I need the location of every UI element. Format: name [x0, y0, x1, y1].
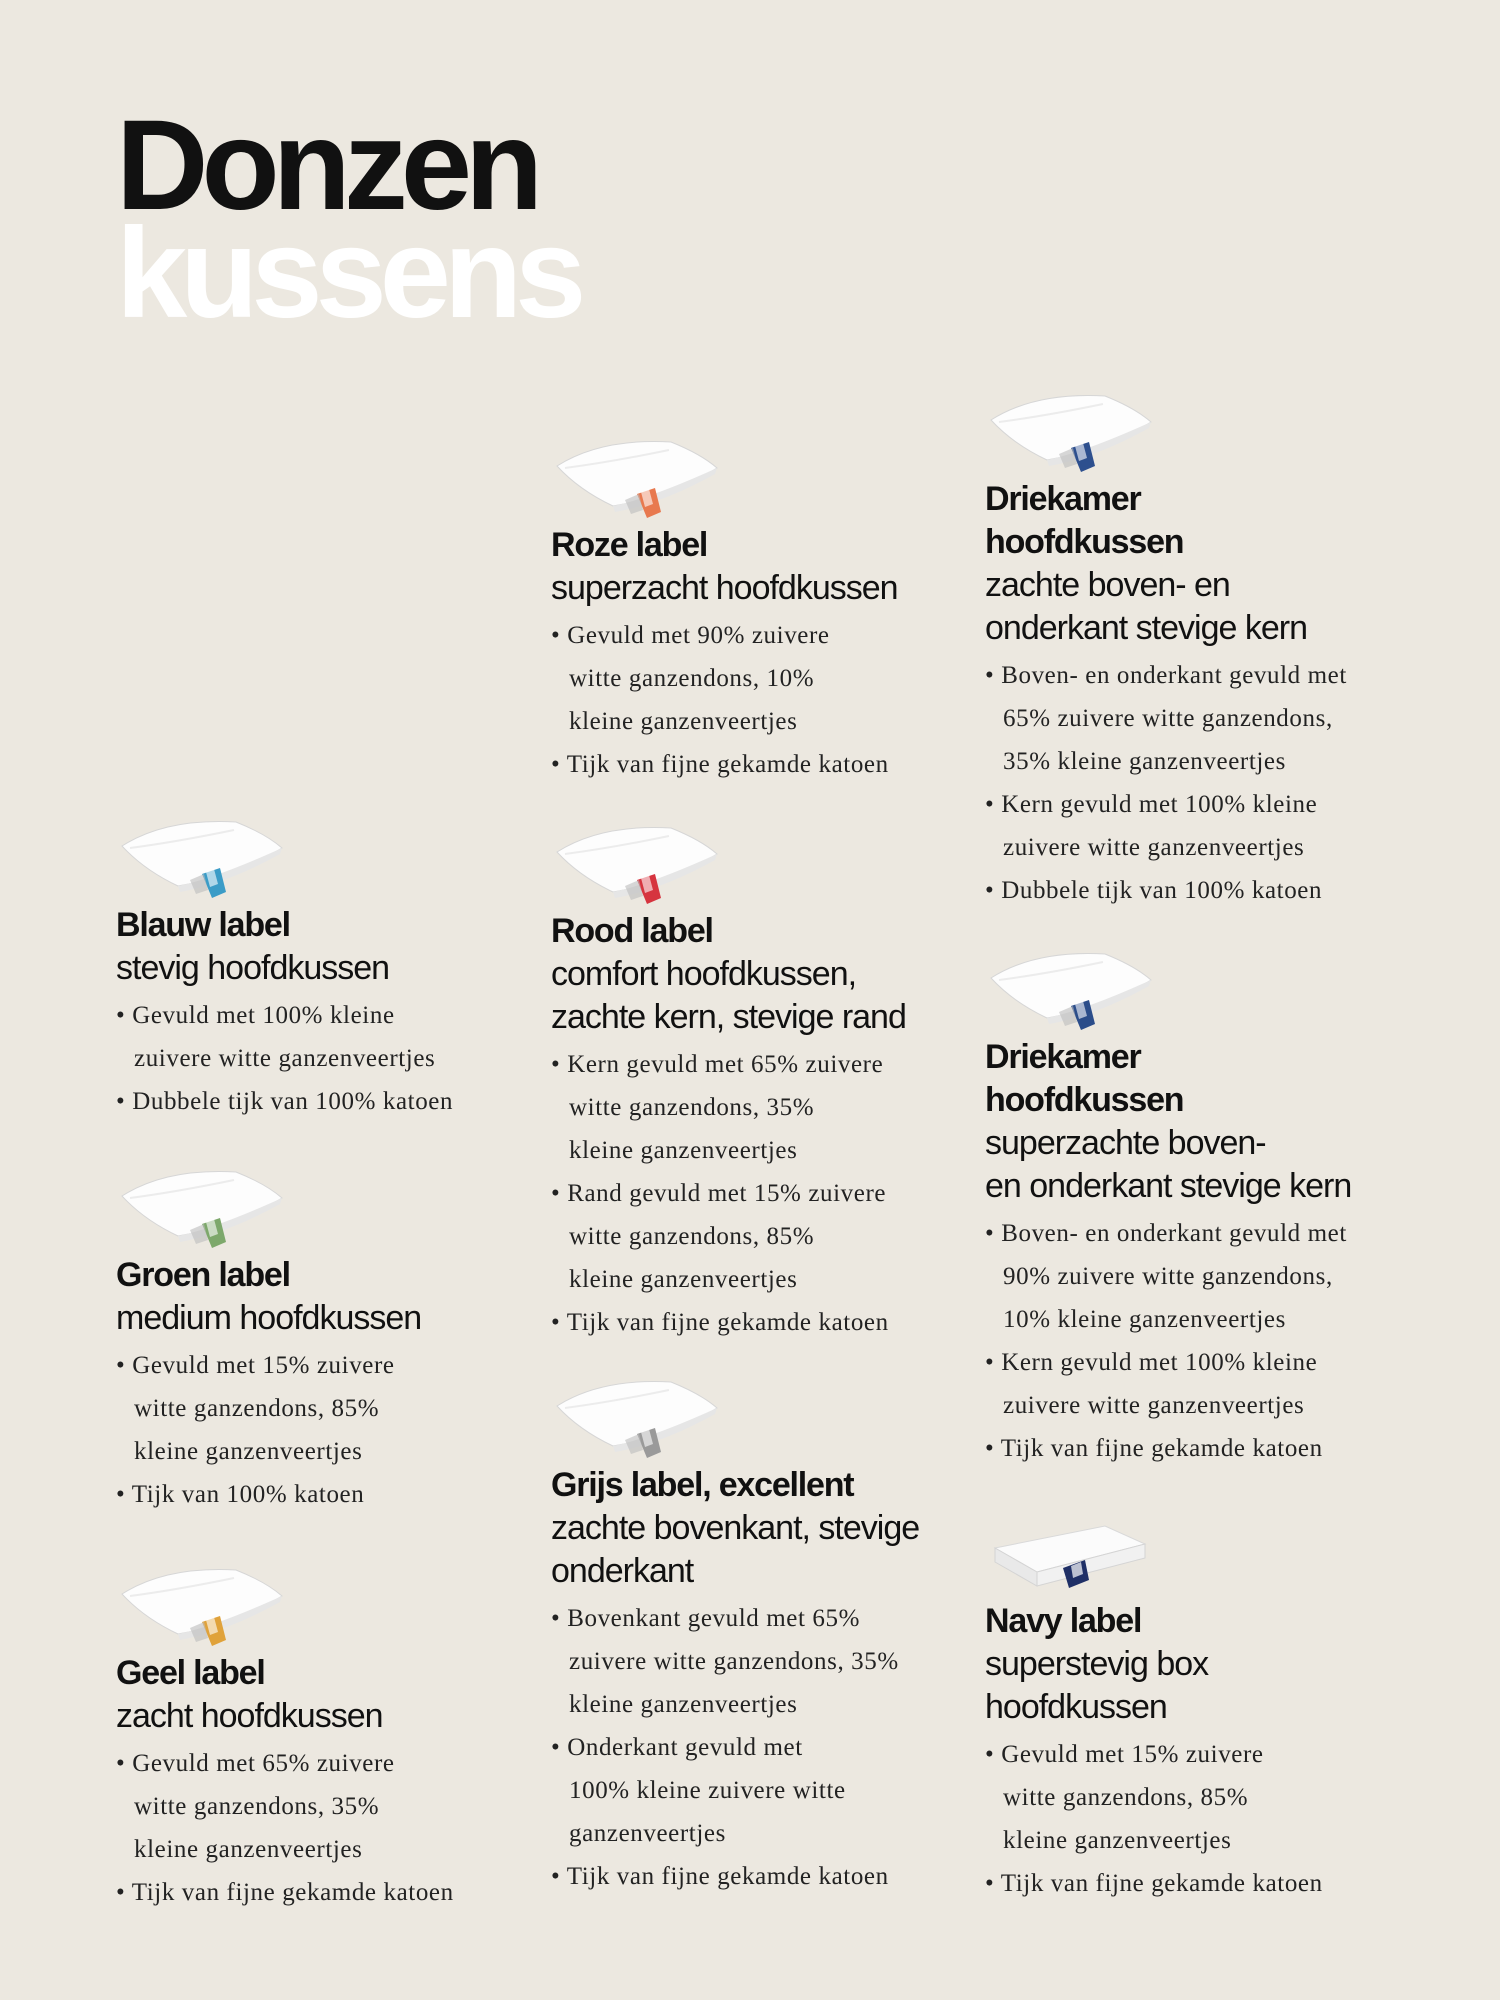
feature-line: 65% zuivere witte ganzendons, — [1003, 705, 1333, 732]
product-name: Grijs label, excellent — [551, 1466, 854, 1504]
feature-list — [116, 1742, 536, 1914]
feature-line: witte ganzendons, 35% — [569, 1094, 815, 1121]
product-name: Rood label — [551, 912, 713, 950]
feature-line: witte ganzendons, 85% — [569, 1223, 815, 1250]
page-title-line-2: kussens — [116, 202, 580, 345]
product-subtitle: en onderkant stevige kern — [985, 1167, 1352, 1205]
feature-line: • Rand gevuld met 15% zuivere — [551, 1180, 887, 1207]
product-name: Groen label — [116, 1256, 290, 1294]
feature-line: • Gevuld met 90% zuivere — [551, 622, 830, 649]
feature-list — [551, 614, 971, 786]
product-grijs — [551, 1372, 971, 1898]
feature-line: • Dubbele tijk van 100% katoen — [116, 1088, 454, 1115]
feature-line: • Kern gevuld met 65% zuivere — [551, 1051, 884, 1078]
feature-list — [551, 1043, 971, 1344]
feature-list — [985, 1212, 1405, 1470]
page-title-line-1: Donzen — [116, 94, 537, 237]
product-roze — [551, 432, 971, 786]
page-title — [116, 94, 580, 345]
product-subtitle: zachte bovenkant, stevige — [551, 1509, 920, 1547]
feature-line: witte ganzendons, 10% — [569, 665, 815, 692]
feature-line: kleine ganzenveertjes — [134, 1438, 363, 1465]
feature-list — [116, 1344, 536, 1516]
product-subtitle: superzacht hoofdkussen — [551, 569, 898, 607]
feature-list — [116, 994, 536, 1123]
feature-line: • Tijk van fijne gekamde katoen — [985, 1435, 1323, 1462]
feature-line: 35% kleine ganzenveertjes — [1003, 748, 1286, 775]
feature-line: • Boven- en onderkant gevuld met — [985, 1220, 1347, 1247]
product-name: Geel label — [116, 1654, 265, 1692]
feature-line: kleine ganzenveertjes — [569, 1691, 798, 1718]
feature-list — [985, 1733, 1405, 1905]
feature-line: • Tijk van 100% katoen — [116, 1481, 365, 1508]
feature-line: • Boven- en onderkant gevuld met — [985, 662, 1347, 689]
feature-line: kleine ganzenveertjes — [1003, 1827, 1232, 1854]
product-subtitle: zacht hoofdkussen — [116, 1697, 383, 1735]
product-name: Driekamer — [985, 1038, 1141, 1076]
product-navy — [985, 1508, 1405, 1905]
feature-line: • Bovenkant gevuld met 65% — [551, 1605, 861, 1632]
feature-line: • Tijk van fijne gekamde katoen — [551, 1863, 889, 1890]
product-driekamer-2 — [985, 944, 1405, 1470]
product-name: hoofdkussen — [985, 1081, 1184, 1119]
feature-line: kleine ganzenveertjes — [569, 708, 798, 735]
feature-line: witte ganzendons, 35% — [134, 1793, 380, 1820]
box-pillow-icon — [985, 1508, 1155, 1596]
feature-line: 100% kleine zuivere witte — [569, 1777, 846, 1804]
product-name: Driekamer — [985, 480, 1141, 518]
feature-line: zuivere witte ganzendons, 35% — [569, 1648, 899, 1675]
feature-line: • Tijk van fijne gekamde katoen — [551, 751, 889, 778]
product-rood — [551, 818, 971, 1344]
product-subtitle: zachte kern, stevige rand — [551, 998, 906, 1036]
feature-line: kleine ganzenveertjes — [569, 1266, 798, 1293]
feature-line: ganzenveertjes — [569, 1820, 726, 1847]
product-subtitle: superzachte boven- — [985, 1124, 1266, 1162]
pillow-icon — [985, 386, 1155, 474]
product-subtitle: onderkant stevige kern — [985, 609, 1307, 647]
feature-line: • Dubbele tijk van 100% katoen — [985, 877, 1323, 904]
product-subtitle: stevig hoofdkussen — [116, 949, 390, 987]
feature-line: zuivere witte ganzenveertjes — [1003, 834, 1305, 861]
feature-line: witte ganzendons, 85% — [134, 1395, 380, 1422]
feature-line: • Kern gevuld met 100% kleine — [985, 1349, 1318, 1376]
feature-line: • Tijk van fijne gekamde katoen — [116, 1879, 454, 1906]
feature-line: • Gevuld met 15% zuivere — [116, 1352, 395, 1379]
feature-line: kleine ganzenveertjes — [134, 1836, 363, 1863]
product-groen — [116, 1162, 536, 1516]
pillow-icon — [985, 944, 1155, 1032]
product-name: hoofdkussen — [985, 523, 1184, 561]
feature-list — [551, 1597, 971, 1898]
product-subtitle: hoofdkussen — [985, 1688, 1167, 1726]
product-subtitle: medium hoofdkussen — [116, 1299, 422, 1337]
feature-line: zuivere witte ganzenveertjes — [1003, 1392, 1305, 1419]
feature-line: • Gevuld met 15% zuivere — [985, 1741, 1264, 1768]
feature-line: • Onderkant gevuld met — [551, 1734, 803, 1761]
pillow-icon — [551, 1372, 721, 1460]
product-blauw — [116, 812, 536, 1123]
feature-list — [985, 654, 1405, 912]
product-subtitle: comfort hoofdkussen, — [551, 955, 857, 993]
product-subtitle: onderkant — [551, 1552, 694, 1590]
pillow-icon — [116, 1162, 286, 1250]
feature-line: • Gevuld met 100% kleine — [116, 1002, 395, 1029]
pillow-icon — [116, 1560, 286, 1648]
product-name: Navy label — [985, 1602, 1142, 1640]
feature-line: • Kern gevuld met 100% kleine — [985, 791, 1318, 818]
feature-line: zuivere witte ganzenveertjes — [134, 1045, 436, 1072]
feature-line: kleine ganzenveertjes — [569, 1137, 798, 1164]
pillow-icon — [551, 432, 721, 520]
pillow-icon — [551, 818, 721, 906]
product-driekamer-1 — [985, 386, 1405, 912]
feature-line: witte ganzendons, 85% — [1003, 1784, 1249, 1811]
feature-line: • Tijk van fijne gekamde katoen — [985, 1870, 1323, 1897]
pillow-icon — [116, 812, 286, 900]
product-name: Blauw label — [116, 906, 290, 944]
feature-line: 90% zuivere witte ganzendons, — [1003, 1263, 1333, 1290]
product-subtitle: zachte boven- en — [985, 566, 1230, 604]
feature-line: • Tijk van fijne gekamde katoen — [551, 1309, 889, 1336]
product-subtitle: superstevig box — [985, 1645, 1209, 1683]
product-geel — [116, 1560, 536, 1914]
product-name: Roze label — [551, 526, 708, 564]
feature-line: • Gevuld met 65% zuivere — [116, 1750, 395, 1777]
feature-line: 10% kleine ganzenveertjes — [1003, 1306, 1286, 1333]
